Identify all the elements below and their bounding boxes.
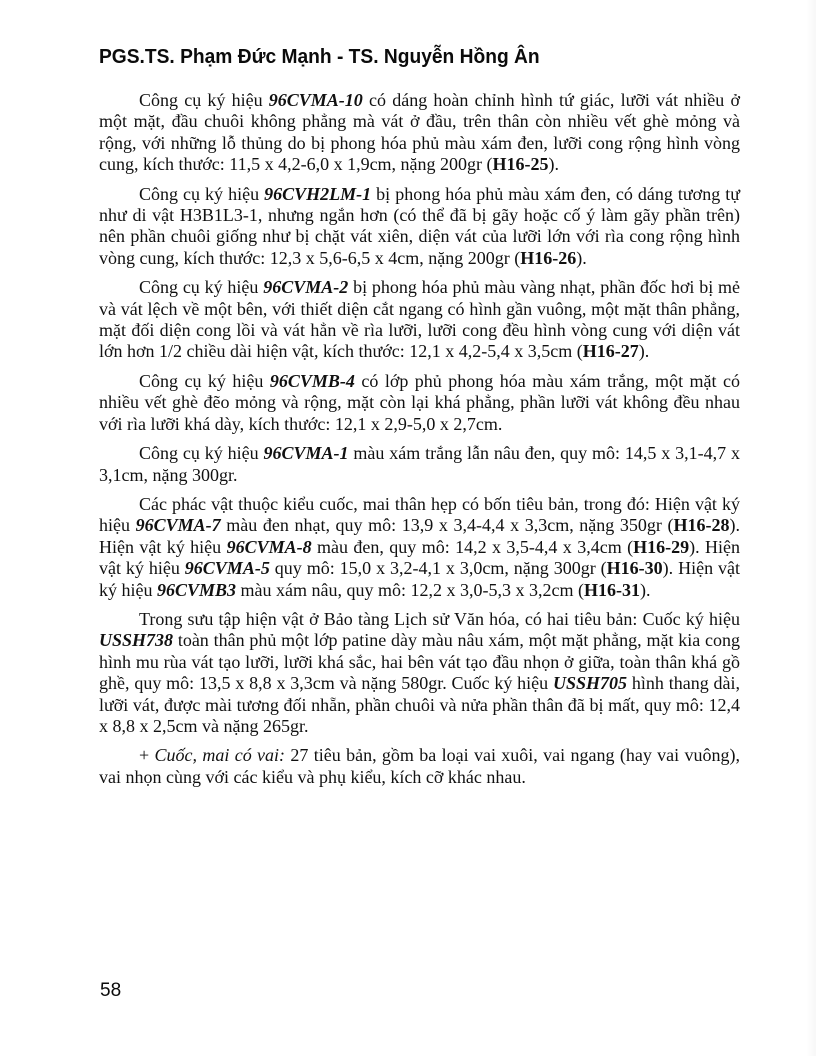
body-text: + (139, 745, 155, 766)
body-text: ). (639, 579, 651, 600)
artifact-code: 96CVMA-2 (263, 277, 349, 298)
figure-reference: H16-26 (520, 247, 577, 268)
running-head-authors: PGS.TS. Phạm Đức Mạnh - TS. Nguyễn Hồng Ân (99, 46, 540, 68)
body-text: Công cụ ký hiệu (139, 443, 264, 464)
paragraph (99, 277, 740, 363)
figure-reference: H16-25 (492, 154, 549, 175)
body-text: màu xám nâu, quy mô: 12,2 x 3,0-5,3 x 3,2cm ( (236, 579, 584, 600)
paragraph (99, 745, 740, 788)
figure-reference: H16-31 (583, 579, 640, 600)
body-text: Trong sưu tập hiện vật ở Bảo tàng Lịch sử Văn hóa, có hai tiêu bản: Cuốc ký hiệu (139, 608, 740, 629)
paragraph (99, 443, 740, 486)
scan-edge-shadow (806, 0, 816, 1056)
body-text: bị phong hóa phủ màu xám đen, có dáng tương tự như di vật H3B1L3-1, nhưng ngắn hơn (có thể đã bị gãy hoặc cố ý làm gãy phần trên) nên phần chuôi giống như bị chặt vát xiên, diện vát của lưỡi lớn với rìa cong rộng hình vòng cung, kích thước: 12,3 x 5,6-6,5 x 4cm, nặng 200gr ( (99, 183, 740, 268)
body-text: ). Hiện vật ký hiệu (99, 536, 740, 579)
artifact-code: 96CVMA-1 (263, 443, 349, 464)
page-number: 58 (100, 980, 122, 1001)
artifact-code: USSH705 (553, 673, 628, 694)
artifact-code: 96CVMA-5 (184, 558, 270, 579)
paragraph (99, 609, 740, 737)
body-text: quy mô: 15,0 x 3,2-4,1 x 3,0cm, nặng 300gr ( (269, 558, 607, 579)
artifact-code: 96CVMB3 (157, 579, 237, 600)
body-text: màu đen, quy mô: 14,2 x 3,5-4,4 x 3,4cm ( (311, 536, 634, 557)
artifact-code: USSH738 (99, 630, 174, 651)
body-text: có dáng hoàn chỉnh hình tứ giác, lưỡi vát nhiều ở một mặt, đầu chuôi không phẳng mà vát ở đầu, trên thân còn nhiều vết ghè mỏng và rộng, với những lỗ thủng do bị phong hóa phủ màu xám đen, lưỡi cong rộng hình vòng cung, kích thước: 11,5 x 4,2-6,0 x 1,9cm, nặng 200gr ( (99, 90, 740, 175)
body-text: toàn thân phủ một lớp patine dày màu nâu xám, một mặt phẳng, mặt kia cong hình mu rùa vát tạo lưỡi, lưỡi khá sắc, hai bên vát tạo đầu nhọn ở giữa, toàn thân khá gồ ghề, quy mô: 13,5 x 8,8 x 3,3cm và nặng 580gr. Cuốc ký hiệu (99, 630, 740, 694)
body-text: Các phác vật thuộc kiểu cuốc, mai thân hẹp có bốn tiêu bản, trong đó: Hiện vật ký hiệu (99, 493, 740, 536)
body-text: màu đen nhạt, quy mô: 13,9 x 3,4-4,4 x 3,3cm, nặng 350gr ( (220, 515, 674, 536)
body-text: 27 tiêu bản, gồm ba loại vai xuôi, vai ngang (hay vai vuông), vai nhọn cùng với các kiểu và phụ kiểu, kích cỡ khác nhau. (99, 745, 741, 787)
artifact-code: 96CVMA-7 (135, 515, 221, 536)
artifact-code: 96CVMA-8 (226, 536, 312, 557)
body-text: Công cụ ký hiệu (139, 183, 265, 204)
figure-reference: H16-28 (673, 515, 730, 536)
body-paragraphs (99, 90, 740, 796)
body-text: màu xám trắng lẫn nâu đen, quy mô: 14,5 x 3,1-4,7 x 3,1cm, nặng 300gr. (99, 443, 740, 485)
paragraph (99, 371, 740, 435)
body-text: ). Hiện vật ký hiệu (99, 515, 740, 557)
artifact-code: 96CVMA-10 (268, 90, 363, 110)
body-text: bị phong hóa phủ màu vàng nhạt, phần đốc hơi bị mẻ và vát lệch về một bên, với thiết diện cắt ngang có hình gần vuông, một mặt thân phẳng, mặt đối diện cong lồi và vát hẳn về rìa lưỡi, lưỡi cong đều hình vòng cung với diện vát lớn hơn 1/2 chiều dài hiện vật, kích thước: 12,1 x 4,2-5,4 x 3,5cm ( (99, 277, 740, 362)
body-text: có lớp phủ phong hóa màu xám trắng, một mặt có nhiều vết ghè đẽo mỏng và rộng, mặt còn lại khá phẳng, phần lưỡi vát không đều nhau với rìa lưỡi khá dày, kích thước: 12,1 x 2,9-5,0 x 2,7cm. (99, 370, 740, 434)
paragraph (99, 494, 740, 601)
paragraph (99, 90, 740, 176)
body-text: Công cụ ký hiệu (139, 277, 264, 298)
figure-reference: H16-29 (633, 536, 690, 557)
artifact-code: 96CVMB-4 (269, 370, 355, 391)
paragraph (99, 184, 740, 270)
italic-term: Cuốc, mai có vai: (154, 745, 286, 766)
body-text: ). (638, 341, 650, 362)
body-text: hình thang dài, lưỡi vát, được mài tương đối nhẵn, phần chuôi và nửa phần thân đã bị mất, quy mô: 12,4 x 8,8 x 2,5cm và nặng 265gr. (99, 673, 741, 736)
body-text: ). (576, 247, 587, 268)
figure-reference: H16-30 (606, 558, 663, 579)
body-text: ). (548, 154, 560, 175)
body-text: Công cụ ký hiệu (139, 370, 270, 391)
body-text: ). Hiện vật ký hiệu (99, 558, 741, 600)
figure-reference: H16-27 (582, 341, 639, 362)
body-text: Công cụ ký hiệu (139, 90, 269, 110)
artifact-code: 96CVH2LM-1 (264, 183, 372, 204)
